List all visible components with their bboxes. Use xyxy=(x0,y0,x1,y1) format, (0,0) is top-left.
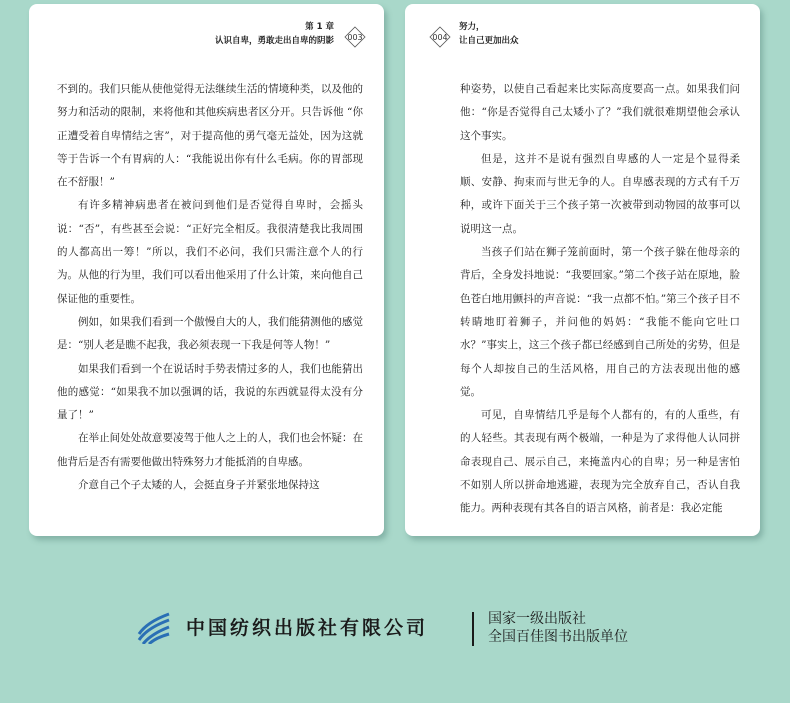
publisher-wave-logo-icon xyxy=(137,610,171,644)
footer-divider xyxy=(472,612,474,646)
left-paragraph-3: 例如，如果我们看到一个傲慢自大的人，我们能猜测他的感觉是：“别人老是瞧不起我，我必须表现一下我是何等人物！” xyxy=(57,315,363,352)
left-paragraph-2: 有许多精神病患者在被问到他们是否觉得自卑时，会摇头说：“否”，有些甚至会说：“正好完全相反。我很清楚我比我周围的人都高出一筹！”所以，我们不必问，我们只需注意个人的行为。从他的行为里，我们可以看出他采用了什么计策，来向他自己保证他的重要性。 xyxy=(57,199,363,305)
left-paragraph-6: 介意自己个子太矮的人，会挺直身子并紧张地保持这 xyxy=(78,479,320,492)
right-chapter-title: 让自己更加出众 xyxy=(459,36,519,46)
right-page-number-text: 004 xyxy=(432,32,448,42)
right-chapter-label: 努力， xyxy=(459,22,485,32)
right-paragraph-2: 但是，这并不是说有强烈自卑感的人一定是个显得柔顺、安静、拘束而与世无争的人。自卑感表现的方式有千万种，或许下面关于三个孩子第一次被带到动物园的故事可以说明这一点。 xyxy=(460,152,740,235)
right-page-header xyxy=(459,20,519,48)
left-page-header xyxy=(215,20,334,48)
publisher-tagline-1: 国家一级出版社 xyxy=(488,611,586,627)
right-paragraph-3: 当孩子们站在狮子笼前面时，第一个孩子躲在他母亲的背后，全身发抖地说：“我要回家。”第二个孩子站在原地，脸色苍白地用颤抖的声音说：“我一点都不怕。”第三个孩子目不转睛地盯着狮子，并问他的妈妈：“我能不能向它吐口水？”事实上，这三个孩子都已经感到自己所处的劣势，但是每个人却按自己的生活风格，用自己的方法表现出他的感觉。 xyxy=(460,246,740,398)
right-page-number xyxy=(429,26,451,48)
right-paragraph-4: 可见，自卑情结几乎是每个人都有的，有的人重些，有的人轻些。其表现有两个极端，一种是为了求得他人认同拼命表现自己、展示自己，来掩盖内心的自卑；另一种是害怕不如别人所以拼命地逃避，表现为完全放弃自己，否认自我能力。两种表现有其各自的语言风格，前者是：我必定能 xyxy=(460,409,740,515)
left-paragraph-5: 在举止间处处故意要凌驾于他人之上的人，我们也会怀疑：在他背后是否有需要他做出特殊努力才能抵消的自卑感。 xyxy=(57,432,363,468)
right-paragraph-1: 种姿势，以使自己看起来比实际高度要高一点。如果我们问他：“你是否觉得自己太矮小了？”我们就很难期望他会承认这个事实。 xyxy=(460,83,740,142)
left-page-number xyxy=(344,26,366,48)
left-paragraph-4: 如果我们看到一个在说话时手势表情过多的人，我们也能猜出他的感觉：“如果我不加以强调的话，我说的东西就显得太没有分量了！” xyxy=(57,362,363,422)
left-chapter-label: 第 1 章 xyxy=(305,22,334,32)
left-page xyxy=(29,4,384,536)
left-page-body xyxy=(57,78,363,497)
publisher-tagline-2: 全国百佳图书出版单位 xyxy=(488,629,628,645)
left-paragraph-1: 不到的。我们只能从使他觉得无法继续生活的情境种类，以及他的努力和活动的限制，来将他和其他疾病患者区分开。只告诉他 “你正遭受着自卑情结之害”，对于提高他的勇气毫无益处，因为这就等于告诉一个有胃病的人：“我能说出你有什么毛病。你的胃部现在不舒服！” xyxy=(57,83,363,189)
left-page-number-text: 003 xyxy=(347,32,363,42)
right-page-body xyxy=(460,78,740,521)
right-page xyxy=(405,4,760,536)
publisher-name: 中国纺织出版社有限公司 xyxy=(186,617,429,639)
left-chapter-title: 认识自卑，勇敢走出自卑的阴影 xyxy=(214,36,334,46)
